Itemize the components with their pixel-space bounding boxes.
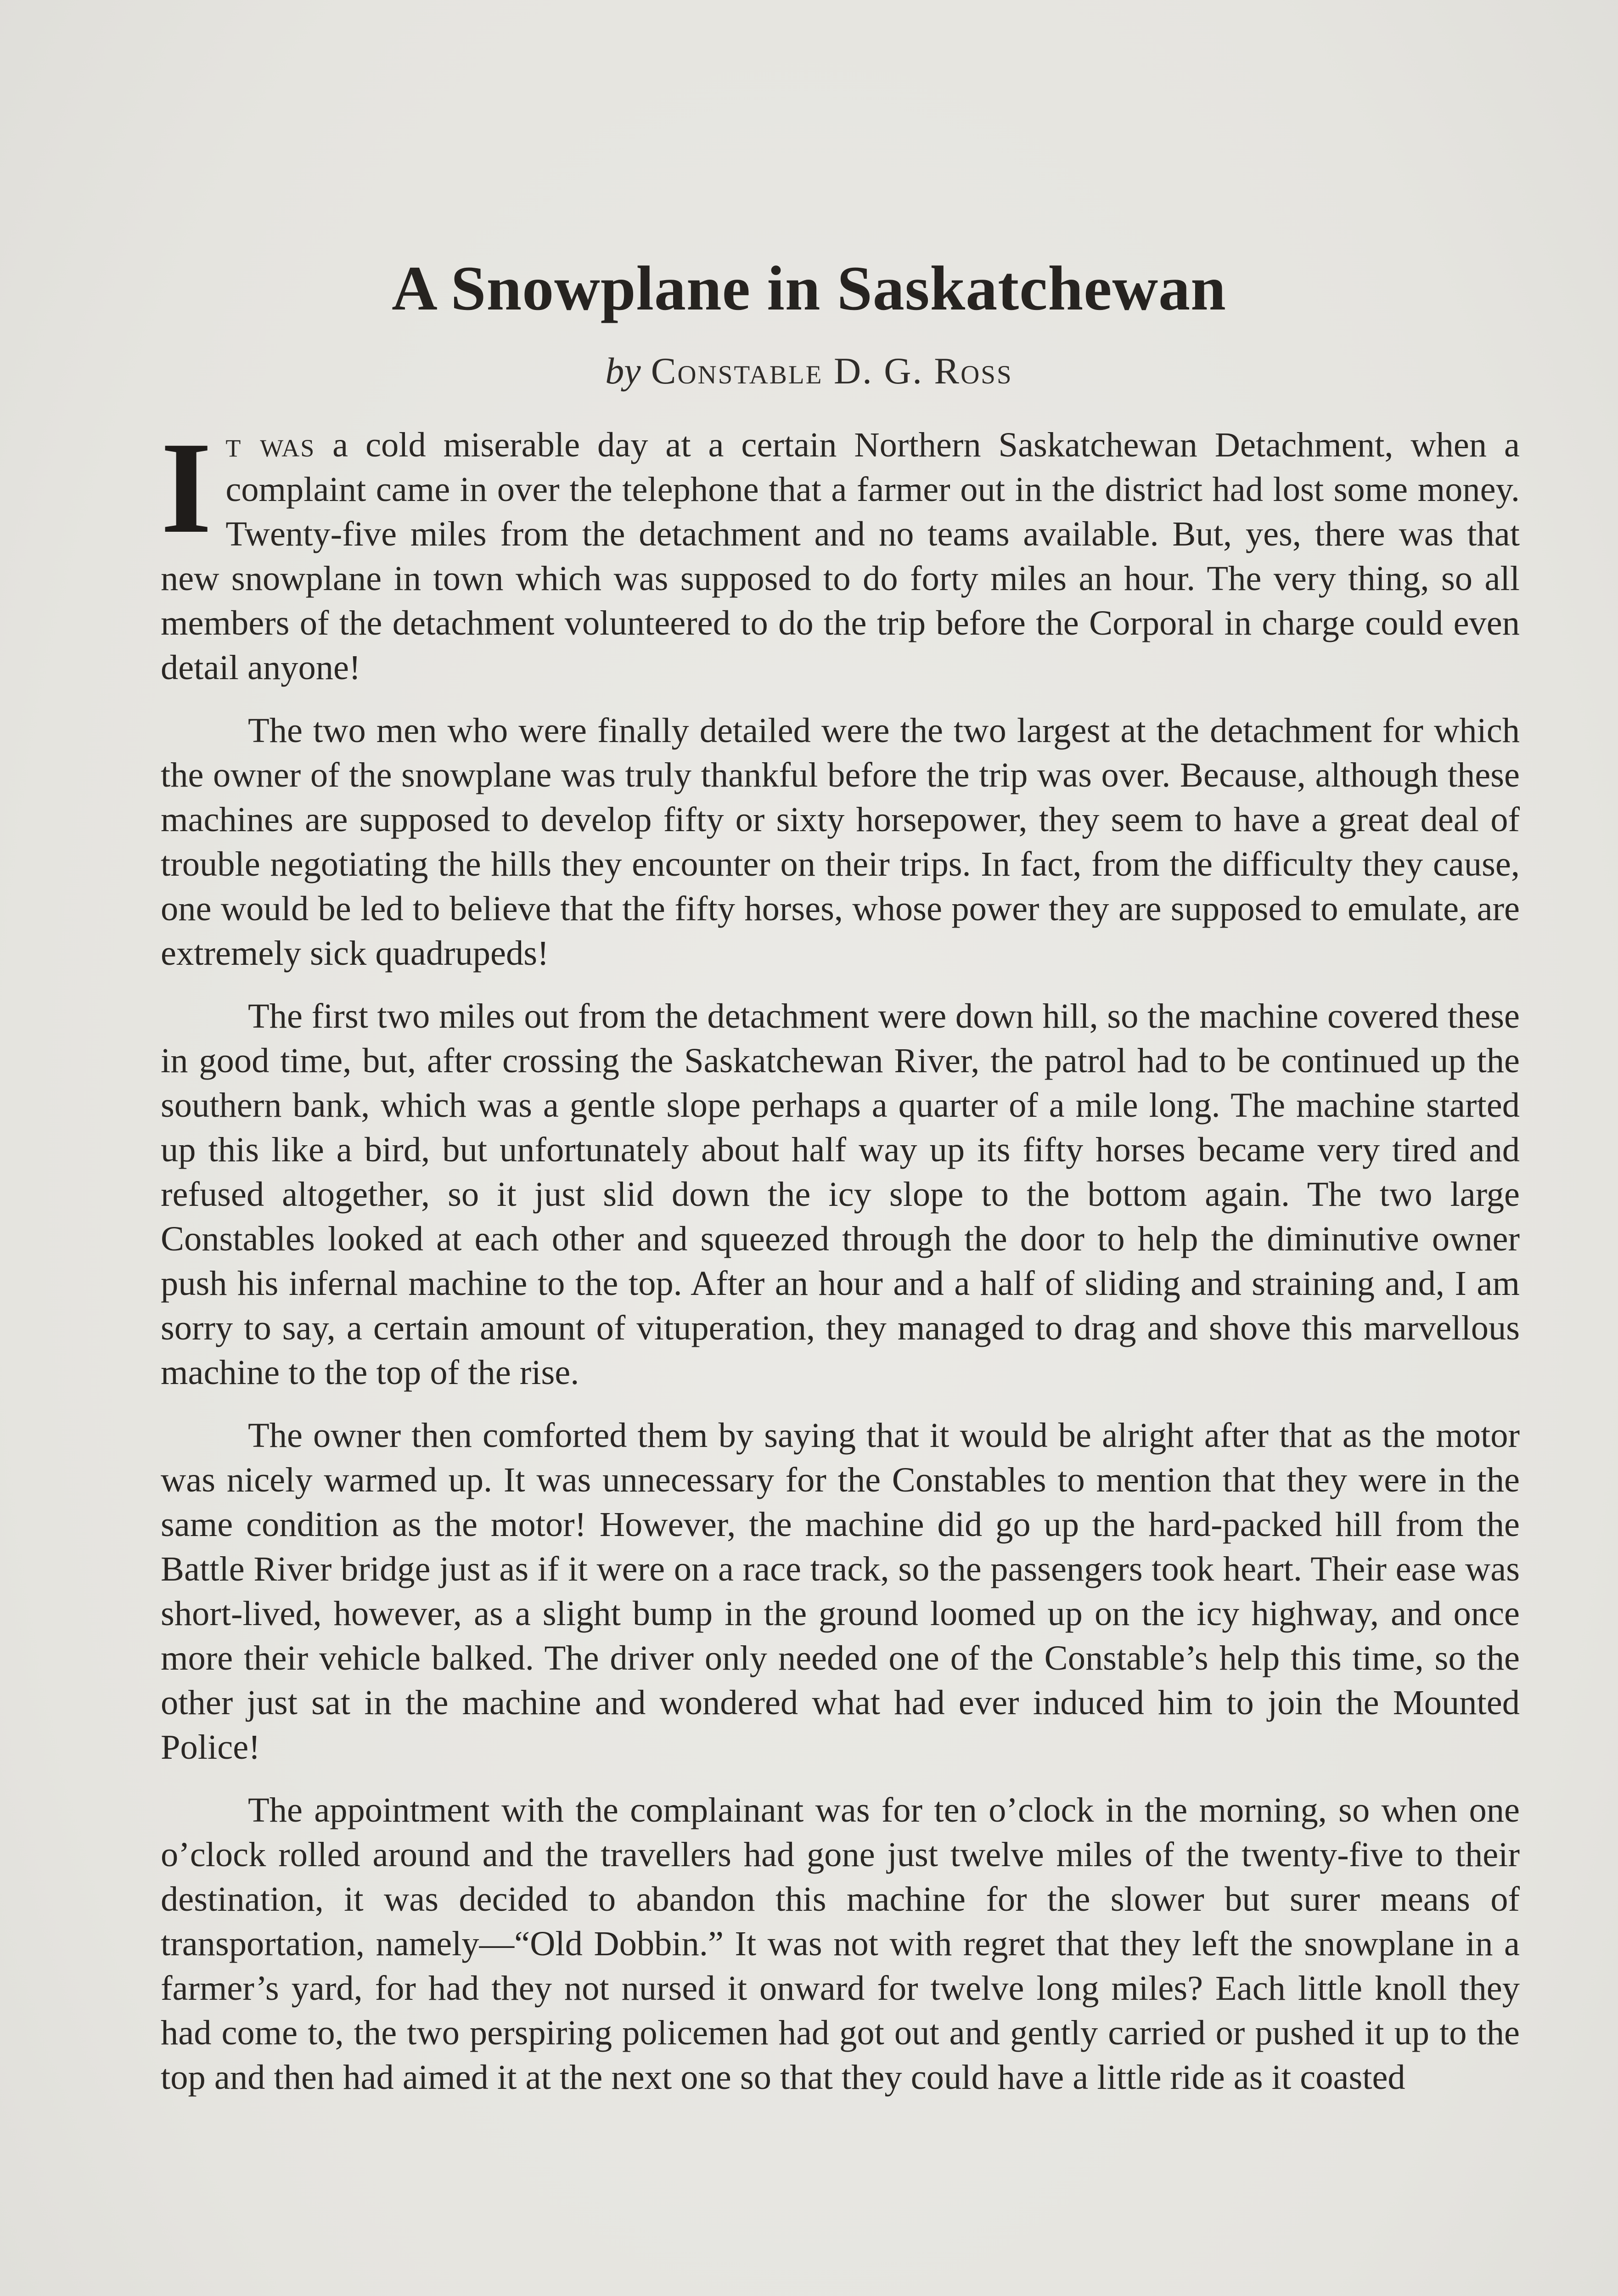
paragraph-1 bbox=[161, 415, 1520, 690]
paragraph-2: The two men who were finally detailed were the two largest at the detachment for which the owner of the snowplane was truly thankful before the trip was over. Because, although these machines are supposed to develop fifty or sixty horsepower, they seem to have a great deal of trouble negotiating the hills they encounter on their trips. In fact, from the difficulty they cause, one would be led to believe that the fifty horses, whose power they are supposed to emulate, are extremely sick quadrupeds! bbox=[161, 711, 1520, 973]
drop-cap: I bbox=[161, 415, 212, 560]
author-name: Constable D. G. Ross bbox=[651, 350, 1013, 392]
paragraph-5: The appointment with the complainant was for ten o’clock in the morning, so when one o’clock rolled around and the travellers had gone just twelve miles of the twenty-five to their destination, it was decided to abandon this machine for the slower but surer means of transportation, namely—“Old Dobbin.” It was not with regret that they left the snowplane in a farmer’s yard, for had they not nursed it onward for twelve long miles? Each little knoll they had come to, the two perspiring policemen had got out and gently carried or pushed it up to the top and then had aimed it at the next one so that they could have a little ride as it coasted bbox=[161, 1790, 1520, 2097]
paragraph-4: The owner then comforted them by saying that it would be alright after that as the motor was nicely warmed up. It was unnecessary for the Constables to mention that they were in the same condition as the motor! However, the machine did go up the hard-packed hill from the Battle River bridge just as if it were on a race track, so the passengers took heart. Their ease was short-lived, however, as a slight bump in the ground loomed up on the icy highway, and once more their vehicle balked. The driver only needed one of the Constable’s help this time, so the other just sat in the machine and wondered what had ever induced him to join the Mounted Police! bbox=[161, 1416, 1520, 1767]
byline-prefix: by bbox=[605, 350, 641, 392]
paragraph-3: The first two miles out from the detachment were down hill, so the machine covered these in good time, but, after crossing the Saskatchewan River, the patrol had to be continued up the southern bank, which was a gentle slope perhaps a quarter of a mile long. The machine started up this like a bird, but unfortunately about half way up its fifty horses became very tired and refused altogether, so it just slid down the icy slope to the bottom again. The two large Constables looked at each other and squeezed through the door to help the diminutive owner push his infernal machine to the top. After an hour and a half of sliding and straining and, I am sorry to say, a certain amount of vituperation, they managed to drag and shove this marvellous machine to the top of the rise. bbox=[161, 996, 1520, 1392]
article-body bbox=[161, 415, 1520, 2118]
article-title: A Snowplane in Saskatchewan bbox=[392, 253, 1226, 323]
paragraph-1-text: a cold miserable day at a certain Northern Saskatchewan Detachment, when a complaint came in over the telephone that a farmer out in the district had lost some money. Twenty-five miles from the detachment and no teams available. But, yes, there was that new snowplane in town which was supposed to do forty miles an hour. The very thing, so all members of the detachment volunteered to do the trip before the Corporal in charge could even detail anyone! bbox=[161, 425, 1520, 687]
byline bbox=[0, 348, 1618, 394]
lead-in-small-caps: t was bbox=[225, 425, 315, 464]
